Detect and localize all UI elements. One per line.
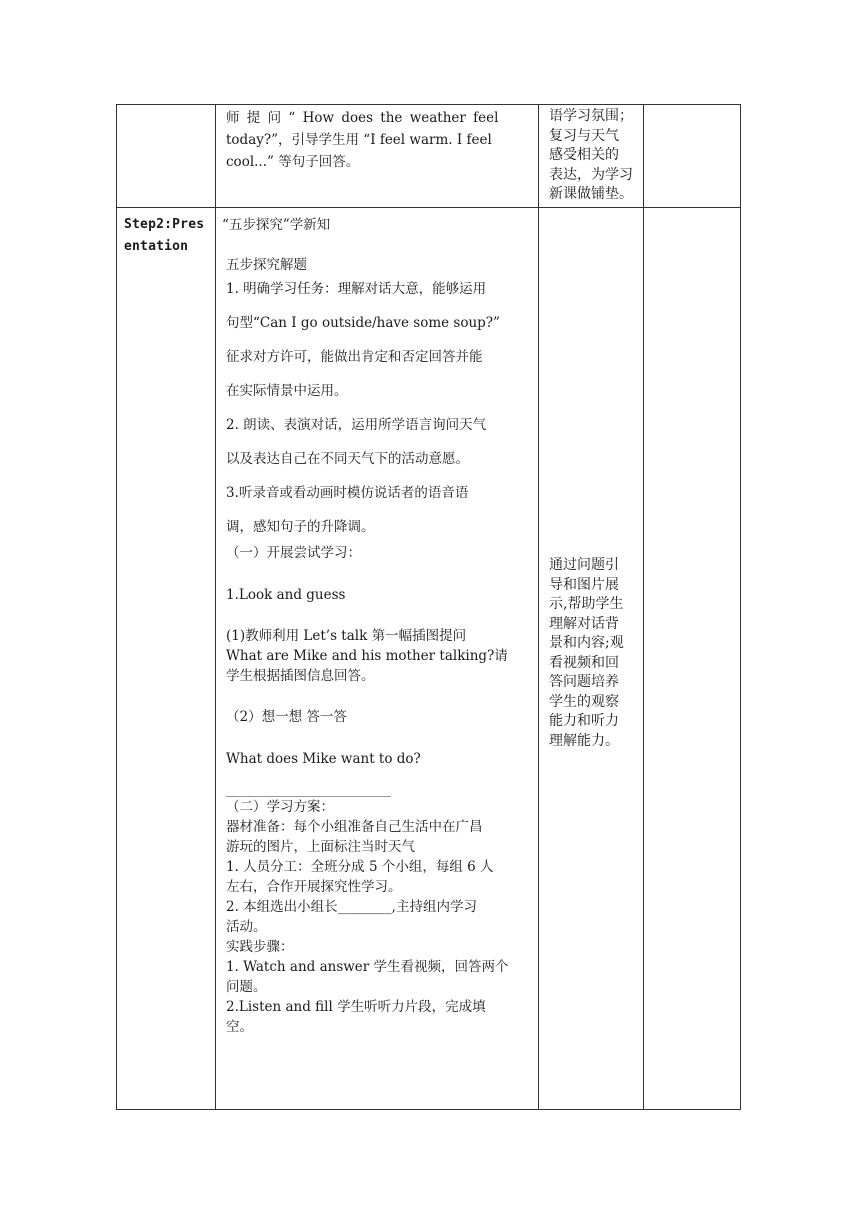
lesson-plan-table [116, 104, 741, 1110]
step-line: 活动。 [226, 919, 267, 935]
notes-cell [644, 105, 741, 208]
step-line: 1. Watch and answer 学生看视频，回答两个 [226, 959, 509, 975]
step-line: 左右，合作开展探究性学习。 [226, 879, 402, 895]
step-line: 1. 人员分工：全班分成 5 个小组，每组 6 人 [226, 859, 494, 875]
stage-cell [117, 208, 216, 1110]
question-line: (1)教师利用 Let’s talk 第一幅插图提问 [226, 628, 467, 644]
step-line: 问题。 [226, 979, 267, 995]
purpose-line: 理解对话背 [549, 615, 619, 632]
table-row [117, 105, 741, 208]
purpose-line: 复习与天气 [549, 127, 619, 144]
question-line: 学生根据插图信息回答。 [226, 668, 375, 684]
question-line: What are Mike and his mother talking?请 [226, 648, 508, 664]
stage-label: Step2:Pres [124, 217, 205, 232]
purpose-line: 导和图片展 [549, 576, 619, 593]
step-line: 空。 [226, 1019, 253, 1035]
task-line: 句型“Can I go outside/have some soup?” [226, 315, 500, 331]
task-line: 在实际情景中运用。 [226, 383, 348, 399]
purpose-line: 理解能力。 [549, 732, 619, 749]
purpose-line: 景和内容;观 [549, 635, 624, 651]
purpose-line: 新课做铺垫。 [549, 186, 633, 202]
step-line: 实践步骤： [226, 939, 294, 955]
task-line: 1. 明确学习任务：理解对话大意，能够运用 [226, 281, 487, 297]
content-line: today?”，引导学生用 “I feel warm. I feel [226, 132, 492, 148]
purpose-line: 学生的观察 [549, 693, 619, 710]
purpose-line: 示,帮助学生 [549, 596, 624, 612]
task-line: 调，感知句子的升降调。 [226, 519, 375, 535]
step-line: 2. 本组选出小组长________,主持组内学习 [226, 899, 477, 915]
step-line: 2.Listen and fill 学生听听力片段，完成填 [226, 999, 486, 1015]
content-line: 师 提 问 “ How does the weather feel [226, 110, 499, 126]
table-row [117, 208, 741, 1110]
part-heading: （二）学习方案： [226, 799, 334, 815]
section-subtitle: 五步探究解题 [226, 257, 307, 273]
purpose-line: 语学习氛围； [549, 108, 633, 124]
purpose-line: 表达，为学习 [549, 166, 633, 183]
task-line: 征求对方许可，能做出肯定和否定回答并能 [226, 349, 483, 365]
purpose-line: 感受相关的 [549, 147, 619, 163]
notes-cell [644, 208, 741, 1110]
question-heading: （2）想一想 答一答 [226, 709, 347, 725]
purpose-cell [539, 208, 644, 1110]
purpose-cell [539, 105, 644, 208]
purpose-line: 通过问题引 [549, 557, 619, 573]
purpose-line: 看视频和回 [549, 654, 619, 671]
content-line: cool...” 等句子回答。 [226, 154, 360, 170]
stage-label: entation [124, 239, 189, 254]
content-cell [216, 208, 539, 1110]
content-cell [216, 105, 539, 208]
materials-line: 游玩的图片，上面标注当时天气 [226, 839, 415, 855]
activity-heading: 1.Look and guess [226, 587, 346, 603]
purpose-line: 答问题培养 [549, 674, 619, 690]
task-line: 以及表达自己在不同天气下的活动意愿。 [226, 451, 469, 467]
purpose-line: 能力和听力 [549, 713, 619, 729]
materials-line: 器材准备：每个小组准备自己生活中在广昌 [226, 819, 483, 835]
task-line: 3.听录音或看动画时模仿说话者的语音语 [226, 485, 469, 501]
task-line: 2. 朗读、表演对话，运用所学语言询问天气 [226, 417, 487, 433]
part-heading: （一）开展尝试学习： [226, 545, 361, 561]
question-text: What does Mike want to do? [226, 751, 421, 767]
stage-cell [117, 105, 216, 208]
section-title: “五步探究”学新知 [222, 217, 331, 233]
